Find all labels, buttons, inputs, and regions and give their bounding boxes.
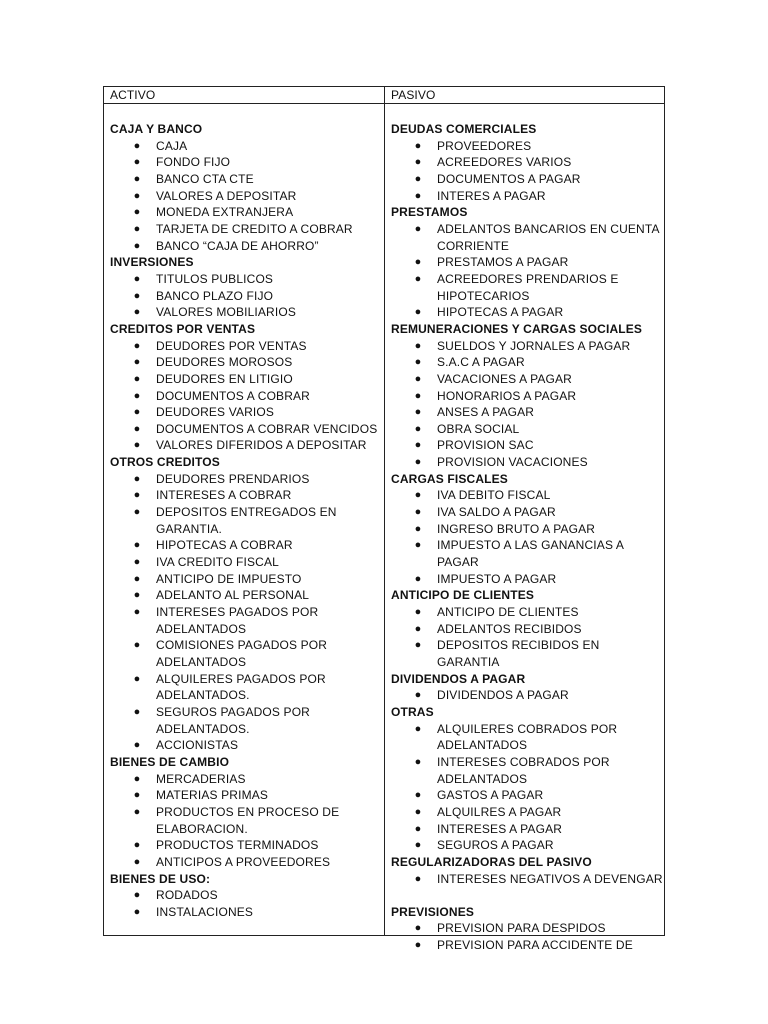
bullet-icon: ●	[133, 372, 141, 385]
list-item	[391, 604, 663, 621]
list-item	[391, 338, 663, 355]
list-item-text: SEGUROS A PAGAR	[437, 838, 554, 853]
list-item	[110, 304, 382, 321]
bullet-icon: ●	[133, 356, 141, 369]
list-item	[391, 804, 663, 821]
bullet-icon: ●	[133, 889, 141, 902]
section-item-list	[391, 338, 663, 471]
bullet-icon: ●	[414, 506, 422, 519]
list-item	[110, 587, 382, 604]
pasivo-section	[391, 671, 663, 704]
bullet-icon: ●	[133, 739, 141, 752]
section-item-list	[110, 887, 382, 920]
list-item	[110, 887, 382, 904]
bullet-icon: ●	[133, 606, 141, 619]
pasivo-section	[391, 471, 663, 588]
list-item-text: PRODUCTOS EN PROCESO DE ELABORACION.	[156, 804, 340, 836]
list-item-text: DOCUMENTOS A PAGAR	[437, 171, 581, 186]
list-item-text: ADELANTOS BANCARIOS EN CUENTA CORRIENTE	[437, 221, 659, 253]
bullet-icon: ●	[133, 239, 141, 252]
list-item-text: INTERESES NEGATIVOS A DEVENGAR	[437, 871, 663, 886]
bullet-icon: ●	[133, 539, 141, 552]
section-item-list	[391, 487, 663, 587]
section-item-list	[110, 138, 382, 255]
list-item-text: MONEDA EXTRANJERA	[156, 205, 294, 220]
bullet-icon: ●	[414, 356, 422, 369]
bullet-icon: ●	[414, 922, 422, 935]
list-item-text: HONORARIOS A PAGAR	[437, 388, 577, 403]
bullet-icon: ●	[133, 672, 141, 685]
pasivo-column	[391, 121, 663, 954]
list-item	[110, 171, 382, 188]
list-item	[110, 904, 382, 921]
list-item	[110, 471, 382, 488]
list-item	[110, 637, 382, 670]
list-item-text: ACREEDORES PRENDARIOS E HIPOTECARIOS	[437, 271, 619, 303]
bullet-icon: ●	[414, 422, 422, 435]
list-item	[110, 354, 382, 371]
column-divider	[384, 87, 385, 935]
bullet-icon: ●	[133, 172, 141, 185]
list-item	[110, 154, 382, 171]
activo-section	[110, 454, 382, 754]
bullet-icon: ●	[414, 539, 422, 552]
list-item-text: DOCUMENTOS A COBRAR VENCIDOS	[156, 421, 378, 436]
list-item-text: DEUDORES MOROSOS	[156, 355, 293, 370]
section-item-list	[391, 221, 663, 321]
list-item-text: ADELANTO AL PERSONAL	[156, 588, 310, 603]
list-item-text: VALORES DIFERIDOS A DEPOSITAR	[156, 438, 367, 453]
list-item-text: ALQUILERES COBRADOS POR ADELANTADOS	[437, 721, 618, 753]
list-item	[110, 487, 382, 504]
list-item-text: INGRESO BRUTO A PAGAR	[437, 521, 596, 536]
bullet-icon: ●	[414, 572, 422, 585]
list-item	[391, 171, 663, 188]
list-item	[110, 271, 382, 288]
list-item	[110, 288, 382, 305]
list-item	[110, 338, 382, 355]
bullet-icon: ●	[414, 156, 422, 169]
bullet-icon: ●	[414, 872, 422, 885]
section-item-list	[391, 871, 663, 888]
list-item-text: INTERESES A PAGAR	[437, 821, 563, 836]
list-item-text: ACCIONISTAS	[156, 738, 239, 753]
bullet-icon: ●	[414, 839, 422, 852]
list-item-text: FONDO FIJO	[156, 155, 231, 170]
list-item-text: IVA CREDITO FISCAL	[156, 555, 279, 570]
list-item	[391, 537, 663, 570]
list-item-text: DEUDORES VARIOS	[156, 405, 275, 420]
section-item-list	[391, 721, 663, 854]
pasivo-section	[391, 121, 663, 204]
list-item-text: ANTICIPO DE CLIENTES	[437, 605, 579, 620]
bullet-icon: ●	[414, 606, 422, 619]
list-item-text: DEUDORES POR VENTAS	[156, 338, 307, 353]
bullet-icon: ●	[414, 822, 422, 835]
list-item-text: PREVISION PARA ACCIDENTE DE	[437, 938, 633, 953]
list-item	[391, 721, 663, 754]
section-title: OTROS CREDITOS	[110, 455, 220, 470]
list-item	[110, 554, 382, 571]
bullet-icon: ●	[414, 456, 422, 469]
bullet-icon: ●	[133, 572, 141, 585]
list-item	[391, 637, 663, 670]
bullet-icon: ●	[414, 689, 422, 702]
bullet-icon: ●	[414, 522, 422, 535]
bullet-icon: ●	[133, 139, 141, 152]
activo-section	[110, 321, 382, 454]
bullet-icon: ●	[133, 189, 141, 202]
list-item	[110, 388, 382, 405]
list-item	[391, 371, 663, 388]
header-activo: ACTIVO	[110, 88, 156, 102]
list-item-text: INSTALACIONES	[156, 904, 254, 919]
list-item-text: BANCO “CAJA DE AHORRO”	[156, 238, 319, 253]
bullet-icon: ●	[133, 206, 141, 219]
list-item	[391, 920, 663, 937]
list-item	[391, 754, 663, 787]
section-title: REMUNERACIONES Y CARGAS SOCIALES	[391, 321, 643, 336]
bullet-icon: ●	[414, 389, 422, 402]
list-item-text: CAJA	[156, 138, 188, 153]
list-item-text: DEUDORES EN LITIGIO	[156, 371, 293, 386]
bullet-icon: ●	[133, 289, 141, 302]
bullet-icon: ●	[414, 256, 422, 269]
list-item	[110, 771, 382, 788]
list-item-text: MERCADERIAS	[156, 771, 246, 786]
bullet-icon: ●	[414, 406, 422, 419]
bullet-icon: ●	[133, 772, 141, 785]
list-item	[391, 504, 663, 521]
bullet-icon: ●	[133, 855, 141, 868]
list-item-text: VALORES A DEPOSITAR	[156, 188, 297, 203]
list-item-text: OBRA SOCIAL	[437, 421, 520, 436]
list-item	[391, 571, 663, 588]
list-item-text: S.A.C A PAGAR	[437, 355, 525, 370]
list-item	[110, 537, 382, 554]
bullet-icon: ●	[133, 789, 141, 802]
bullet-icon: ●	[133, 905, 141, 918]
list-item	[110, 504, 382, 537]
activo-section	[110, 871, 382, 921]
list-item	[391, 787, 663, 804]
bullet-icon: ●	[414, 639, 422, 652]
list-item	[110, 804, 382, 837]
list-item	[391, 304, 663, 321]
list-item-text: IMPUESTO A LAS GANANCIAS A PAGAR	[437, 538, 624, 570]
list-item-text: RODADOS	[156, 888, 218, 903]
bullet-icon: ●	[414, 306, 422, 319]
bullet-icon: ●	[133, 489, 141, 502]
list-item-text: INTERESES A COBRAR	[156, 488, 292, 503]
bullet-icon: ●	[133, 339, 141, 352]
list-item-text: PRESTAMOS A PAGAR	[437, 255, 569, 270]
list-item-text: PROVEEDORES	[437, 138, 532, 153]
list-item	[391, 154, 663, 171]
accounts-table	[103, 86, 665, 953]
list-item-text: IMPUESTO A PAGAR	[437, 571, 557, 586]
list-item-text: DEPOSITOS RECIBIDOS EN GARANTIA	[437, 638, 600, 669]
list-item-text: HIPOTECAS A COBRAR	[156, 538, 293, 553]
bullet-icon: ●	[133, 272, 141, 285]
list-item-text: DEPOSITOS ENTREGADOS EN GARANTIA.	[156, 505, 337, 536]
list-item-text: INTERESES COBRADOS POR ADELANTADOS	[437, 754, 610, 786]
section-item-list	[391, 920, 663, 953]
list-item	[391, 687, 663, 704]
list-item	[391, 421, 663, 438]
list-item-text: PROVISION VACACIONES	[437, 455, 588, 470]
list-item-text: DEUDORES PRENDARIOS	[156, 471, 310, 486]
bullet-icon: ●	[133, 406, 141, 419]
pasivo-section	[391, 904, 663, 954]
list-item	[391, 821, 663, 838]
pasivo-section	[391, 704, 663, 854]
list-item-text: ACREEDORES VARIOS	[437, 155, 572, 170]
section-title: OTRAS	[391, 704, 434, 719]
list-item-text: ANTICIPO DE IMPUESTO	[156, 571, 302, 586]
bullet-icon: ●	[414, 139, 422, 152]
bullet-icon: ●	[133, 589, 141, 602]
list-item-text: MATERIAS PRIMAS	[156, 788, 269, 803]
list-item-text: PREVISION PARA DESPIDOS	[437, 921, 606, 936]
bullet-icon: ●	[414, 189, 422, 202]
list-item-text: ALQUILERES PAGADOS POR ADELANTADOS.	[156, 671, 326, 703]
list-item	[391, 254, 663, 271]
section-title: REGULARIZADORAS DEL PASIVO	[391, 854, 592, 869]
list-item	[391, 138, 663, 155]
section-title: CARGAS FISCALES	[391, 471, 508, 486]
bullet-icon: ●	[133, 556, 141, 569]
activo-section	[110, 754, 382, 871]
bullet-icon: ●	[414, 489, 422, 502]
bullet-icon: ●	[414, 439, 422, 452]
list-item	[110, 138, 382, 155]
list-item	[110, 787, 382, 804]
list-item	[110, 204, 382, 221]
list-item	[110, 704, 382, 737]
list-item	[110, 221, 382, 238]
list-item	[110, 188, 382, 205]
bullet-icon: ●	[414, 789, 422, 802]
section-title: CAJA Y BANCO	[110, 122, 203, 136]
list-item	[391, 388, 663, 405]
section-item-list	[391, 604, 663, 671]
bullet-icon: ●	[133, 472, 141, 485]
list-item-text: SUELDOS Y JORNALES A PAGAR	[437, 338, 631, 353]
list-item-text: ANSES A PAGAR	[437, 405, 535, 420]
activo-section	[110, 121, 382, 254]
section-title: CREDITOS POR VENTAS	[110, 321, 256, 336]
bullet-icon: ●	[133, 439, 141, 452]
list-item-text: ADELANTOS RECIBIDOS	[437, 621, 582, 636]
pasivo-section	[391, 854, 663, 887]
section-title: BIENES DE USO:	[110, 871, 211, 886]
list-item	[110, 371, 382, 388]
list-item	[110, 437, 382, 454]
bullet-icon: ●	[414, 339, 422, 352]
list-item	[391, 837, 663, 854]
bullet-icon: ●	[414, 622, 422, 635]
bullet-icon: ●	[133, 222, 141, 235]
list-item	[391, 487, 663, 504]
section-item-list	[110, 271, 382, 321]
list-item-text: IVA SALDO A PAGAR	[437, 505, 556, 520]
bullet-icon: ●	[133, 306, 141, 319]
list-item	[110, 571, 382, 588]
list-item-text: DIVIDENDOS A PAGAR	[437, 688, 569, 703]
pasivo-section	[391, 204, 663, 321]
bullet-icon: ●	[133, 805, 141, 818]
list-item	[391, 221, 663, 254]
activo-column	[110, 121, 382, 921]
list-item-text: IVA DEBITO FISCAL	[437, 488, 551, 503]
list-item-text: BANCO PLAZO FIJO	[156, 288, 274, 303]
list-item-text: VACACIONES A PAGAR	[437, 371, 572, 386]
section-title: DIVIDENDOS A PAGAR	[391, 671, 526, 686]
bullet-icon: ●	[414, 939, 422, 952]
bullet-icon: ●	[133, 156, 141, 169]
bullet-icon: ●	[414, 805, 422, 818]
section-title: PRESTAMOS	[391, 205, 468, 220]
list-item	[391, 437, 663, 454]
bullet-icon: ●	[414, 755, 422, 768]
bullet-icon: ●	[414, 372, 422, 385]
section-item-list	[110, 471, 382, 754]
bullet-icon: ●	[133, 422, 141, 435]
list-item-text: ANTICIPOS A PROVEEDORES	[156, 854, 331, 869]
bullet-icon: ●	[133, 839, 141, 852]
bullet-icon: ●	[414, 722, 422, 735]
list-item-text: TARJETA DE CREDITO A COBRAR	[156, 221, 353, 236]
list-item	[391, 354, 663, 371]
list-item-text: INTERESES PAGADOS POR ADELANTADOS	[156, 605, 319, 636]
list-item	[391, 937, 663, 954]
list-item	[110, 404, 382, 421]
list-item-text: GASTOS A PAGAR	[437, 788, 544, 803]
list-item	[110, 837, 382, 854]
bullet-icon: ●	[414, 222, 422, 235]
list-item	[110, 737, 382, 754]
bullet-icon: ●	[414, 172, 422, 185]
list-item-text: COMISIONES PAGADOS POR ADELANTADOS	[156, 638, 328, 669]
list-item-text: BANCO CTA CTE	[156, 171, 254, 186]
list-item	[391, 271, 663, 304]
list-item	[110, 854, 382, 871]
section-item-list	[110, 338, 382, 455]
list-item	[391, 188, 663, 205]
section-item-list	[110, 771, 382, 871]
list-item-text: DOCUMENTOS A COBRAR	[156, 388, 310, 403]
list-item	[391, 871, 663, 888]
bullet-icon: ●	[133, 705, 141, 718]
list-item-text: INTERES A PAGAR	[437, 188, 546, 203]
list-item-text: SEGUROS PAGADOS POR ADELANTADOS.	[156, 704, 310, 736]
list-item	[110, 671, 382, 704]
list-item-text: HIPOTECAS A PAGAR	[437, 305, 564, 320]
section-title: ANTICIPO DE CLIENTES	[391, 588, 535, 603]
list-item	[391, 521, 663, 538]
section-title: DEUDAS COMERCIALES	[391, 122, 537, 136]
list-item	[110, 238, 382, 255]
bullet-icon: ●	[414, 272, 422, 285]
list-item-text: PRODUCTOS TERMINADOS	[156, 838, 319, 853]
bullet-icon: ●	[133, 389, 141, 402]
list-item-text: VALORES MOBILIARIOS	[156, 305, 297, 320]
pasivo-section	[391, 321, 663, 471]
section-title: INVERSIONES	[110, 255, 194, 270]
pasivo-section	[391, 587, 663, 670]
list-item	[391, 404, 663, 421]
list-item	[110, 604, 382, 637]
list-item-text: PROVISION SAC	[437, 438, 534, 453]
list-item	[110, 421, 382, 438]
bullet-icon: ●	[133, 506, 141, 519]
activo-section	[110, 254, 382, 321]
header-pasivo: PASIVO	[391, 88, 436, 102]
list-item	[391, 621, 663, 638]
list-item	[391, 454, 663, 471]
bullet-icon: ●	[133, 639, 141, 652]
list-item-text: TITULOS PUBLICOS	[156, 271, 274, 286]
section-title: BIENES DE CAMBIO	[110, 754, 230, 769]
section-title: PREVISIONES	[391, 904, 475, 919]
list-item-text: ALQUILRES A PAGAR	[437, 804, 562, 819]
section-item-list	[391, 138, 663, 205]
section-item-list	[391, 687, 663, 704]
